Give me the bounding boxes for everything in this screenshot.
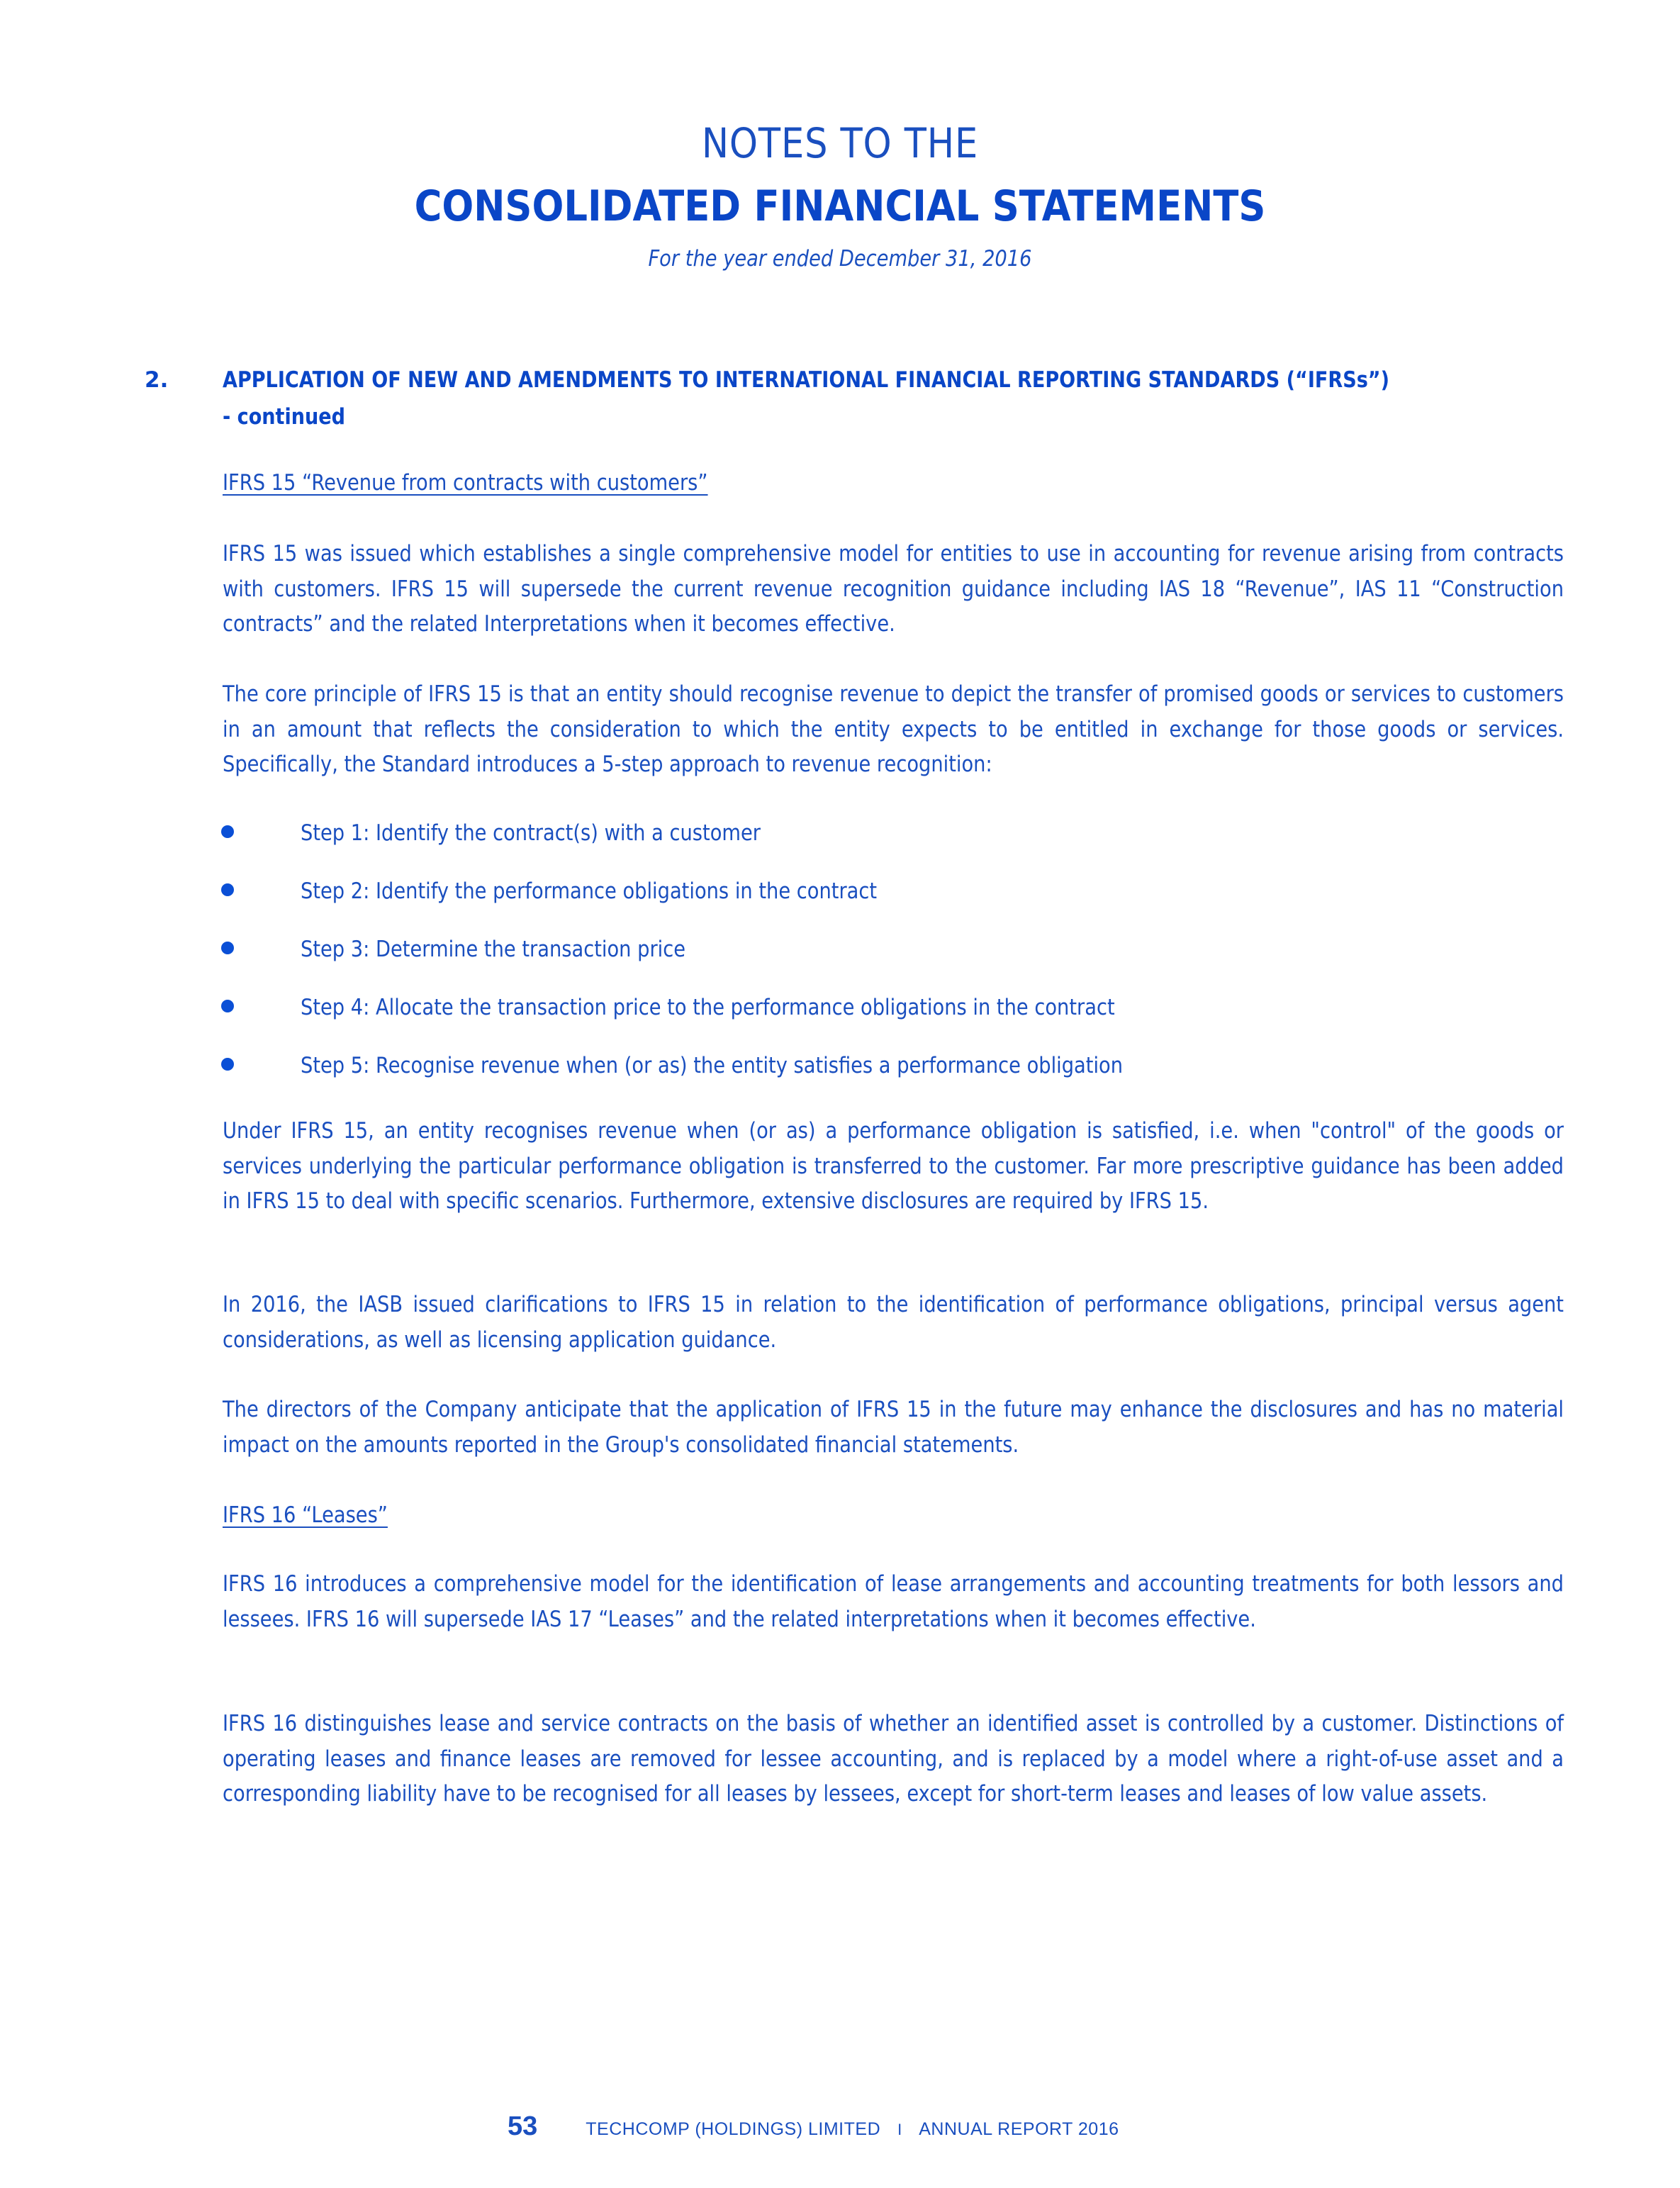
ifrs15-paragraph-4: In 2016, the IASB issued clarifications to IFRS 15 in relation to the identification of performance obligations, principal versus agent considerations, as well as licensing application guidance. [223,1292,1564,1353]
ifrs15-paragraph-3: Under IFRS 15, an entity recognises revenue when (or as) a performance obligation is satisfied, i.e. when "control" of the goods or services underlying the particular performance obligation is transferred to the customer. Far more prescriptive guidance has been added in IFRS 15 to deal with specific scenarios. Furthermore, extensive disclosures are required by IFRS 15. [223,1118,1564,1214]
list-item [0,873,1680,909]
ifrs15-paragraph-5: The directors of the Company anticipate that the application of IFRS 15 in the future may enhance the disclosures and has no material impact on the amounts reported in the Group's consolidated financial statements. [223,1397,1564,1458]
section-number: 2. [145,367,169,393]
header-line-notes: NOTES TO THE [701,119,979,167]
list-item [0,932,1680,967]
step-text: Step 5: Recognise revenue when (or as) the entity satisfies a performance obligation [301,1053,1124,1078]
section-title-line1: APPLICATION OF NEW AND AMENDMENTS TO INTERNATIONAL FINANCIAL REPORTING STANDARDS (“IFRSs”) [223,367,1389,393]
section-heading-block [145,362,1562,435]
bullet-icon [221,1058,234,1071]
page-footer [508,2111,1119,2147]
footer-company-name: TECHCOMP (HOLDINGS) LIMITED [586,2119,881,2139]
step-text: Step 3: Determine the transaction price [301,937,686,962]
ifrs15-paragraph-1: IFRS 15 was issued which establishes a single comprehensive model for entities to use in accounting for revenue arising from contracts with customers. IFRS 15 will supersede the current revenue recognition guidance including IAS 18 “Revenue”, IAS 11 “Construction contracts” and the related Interpretations when it becomes effective. [223,541,1564,637]
page-number: 53 [508,2111,538,2141]
list-item [0,990,1680,1025]
section-heading [145,362,1562,435]
page-title: CONSOLIDATED FINANCIAL STATEMENTS [414,182,1266,231]
bullet-icon [221,825,234,838]
page-subtitle: For the year ended December 31, 2016 [648,246,1032,272]
section-title-continued: - continued [223,404,346,430]
footer-separator: I [897,2121,902,2138]
section-title [223,362,1562,435]
ifrs16-paragraph-1: IFRS 16 introduces a comprehensive model for the identification of lease arrangements and accounting treatments for both lessors and lessees. IFRS 16 will supersede IAS 17 “Leases” and the related interpretations when it becomes effective. [223,1571,1564,1632]
ifrs16-subheading: IFRS 16 “Leases” [223,1502,388,1528]
ifrs15-paragraph-2: The core principle of IFRS 15 is that an entity should recognise revenue to depict the transfer of promised goods or services to customers in an amount that reflects the consideration to which the entity expects to be entitled in exchange for those goods or services. Specifically, the Standard introduces a 5-step approach to revenue recognition: [223,681,1564,777]
step-text: Step 4: Allocate the transaction price to the performance obligations in the contract [301,995,1115,1020]
footer-report-title: ANNUAL REPORT 2016 [919,2119,1119,2139]
step-text: Step 2: Identify the performance obligations in the contract [301,878,878,904]
ifrs15-subheading: IFRS 15 “Revenue from contracts with customers” [223,470,708,496]
step-text: Step 1: Identify the contract(s) with a customer [301,820,761,846]
ifrs16-paragraph-2: IFRS 16 distinguishes lease and service contracts on the basis of whether an identified asset is controlled by a customer. Distinctions of operating leases and finance leases are removed for lessee accounting, and is replaced by a model where a right-of-use asset and a corresponding liability have to be recognised for all leases by lessees, except for short-term leases and leases of low value assets. [223,1711,1564,1807]
list-item [0,815,1680,851]
bullet-icon [221,883,234,896]
bullet-icon [221,1000,234,1012]
page-header [0,113,1680,277]
bullet-icon [221,942,234,954]
list-item [0,1048,1680,1083]
